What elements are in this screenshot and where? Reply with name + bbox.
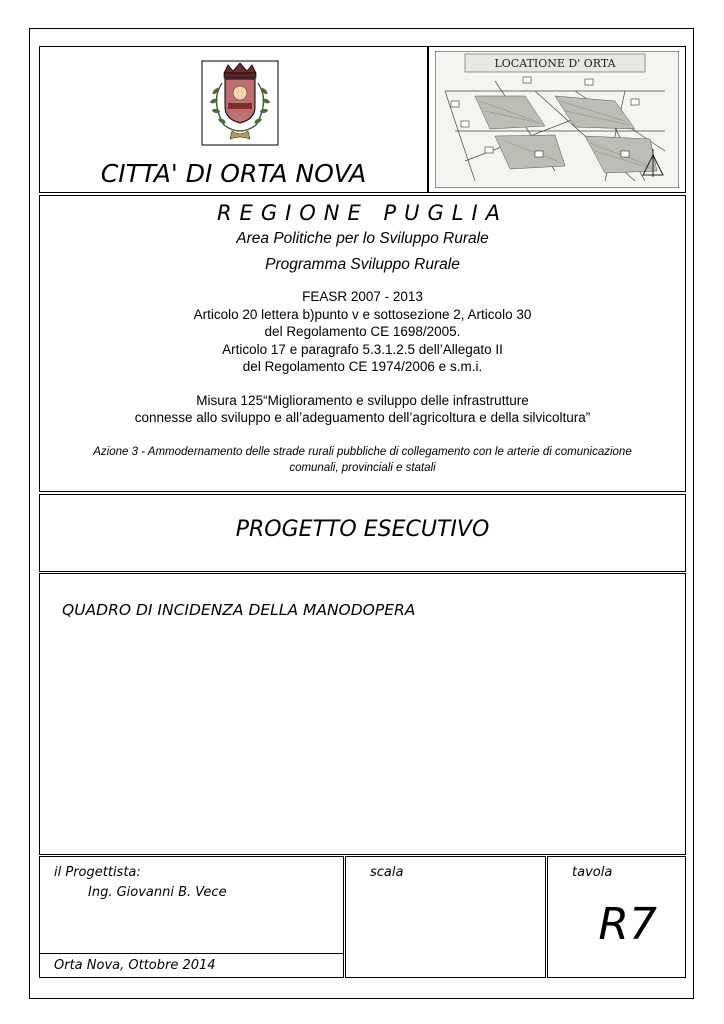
header-city-panel [39, 46, 428, 193]
coat-of-arms-icon [200, 59, 280, 147]
historic-map-icon [435, 51, 679, 188]
city-title: CITTA' DI ORTA NOVA [100, 159, 367, 188]
measure-line: connesse allo sviluppo e all’adeguamento dell’agricoltura e della silvicoltura” [134, 410, 591, 425]
designer-panel [39, 856, 344, 978]
project-title: PROGETTO ESECUTIVO [235, 517, 490, 542]
region-program: Programma Sviluppo Rurale [265, 256, 460, 273]
region-title: REGIONE PUGLIA [216, 201, 509, 225]
scale-label: scala [370, 865, 404, 880]
designer-name: Ing. Giovanni B. Vece [88, 885, 227, 900]
region-panel [39, 195, 686, 492]
sheet-label: tavola [572, 865, 613, 880]
feasr-line: FEASR 2007 - 2013 [302, 289, 423, 304]
action-line: comunali, provinciali e statali [289, 462, 436, 474]
map-title: LOCATIONE D' ORTA [494, 57, 616, 70]
header-map-panel [428, 46, 686, 193]
subject-panel [39, 573, 686, 855]
feasr-line: Articolo 17 e paragrafo 5.3.1.2.5 dell’Allegato II [222, 342, 503, 357]
scale-panel [345, 856, 546, 978]
measure-line: Misura 125“Miglioramento e sviluppo delle infrastrutture [196, 393, 529, 408]
action-line: Azione 3 - Ammodernamento delle strade rurali pubbliche di collegamento con le arterie di comunicazione [93, 446, 632, 458]
designer-label: il Progettista: [54, 865, 141, 880]
feasr-line: Articolo 20 lettera b)punto v e sottosezione 2, Articolo 30 [193, 307, 532, 322]
document-date: Orta Nova, Ottobre 2014 [54, 958, 216, 973]
project-panel [39, 494, 686, 572]
sheet-number: R7 [598, 899, 657, 950]
date-divider [40, 953, 343, 954]
sheet-panel [547, 856, 686, 978]
subject-title: QUADRO DI INCIDENZA DELLA MANODOPERA [62, 601, 416, 619]
region-area: Area Politiche per lo Sviluppo Rurale [236, 230, 489, 247]
feasr-line: del Regolamento CE 1974/2006 e s.m.i. [242, 359, 483, 374]
feasr-line: del Regolamento CE 1698/2005. [264, 324, 461, 339]
